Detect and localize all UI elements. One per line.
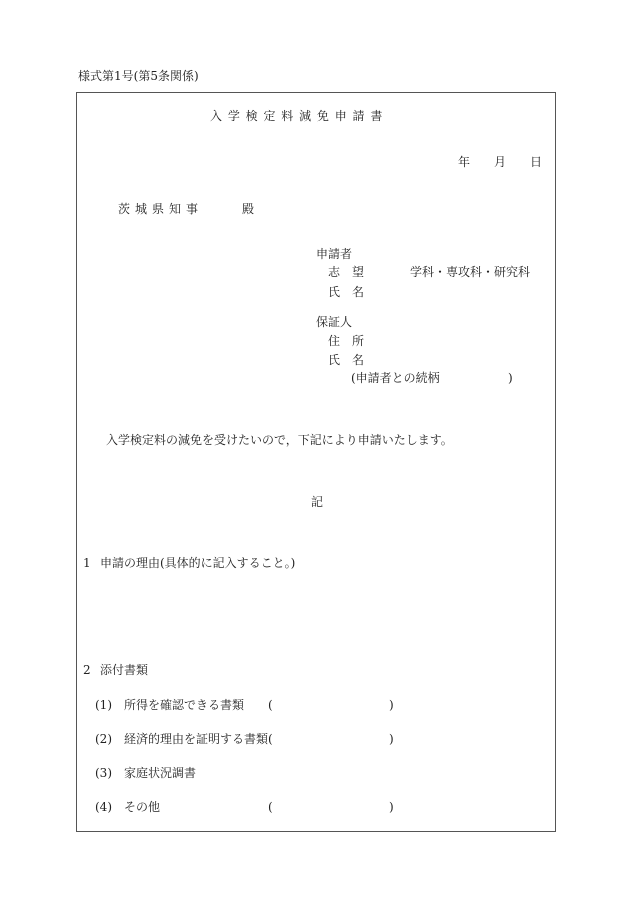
section1-heading: 申請の理由(具体的に記入すること。) xyxy=(100,556,296,570)
guarantor-address-label: 住 所 xyxy=(328,334,365,348)
applicant-heading: 申請者 xyxy=(316,247,353,261)
attachment-item-number: (3) xyxy=(95,766,112,780)
guarantor-heading: 保証人 xyxy=(316,315,353,329)
section1-number: 1 xyxy=(83,556,91,570)
attachment-item-label: 所得を確認できる書類 xyxy=(124,698,245,712)
attachment-item-number: (1) xyxy=(95,698,112,712)
attachment-item-paren-close: ) xyxy=(389,800,394,814)
relation-open: (申請者との続柄 xyxy=(351,371,440,385)
attachment-item-paren-close: ) xyxy=(389,732,394,746)
date-day-label: 日 xyxy=(530,155,543,169)
attachment-item-label: 家庭状況調書 xyxy=(124,766,197,780)
applicant-name-label: 氏 名 xyxy=(328,285,365,299)
addressee-name: 茨城県知事 xyxy=(118,202,204,216)
desired-label: 志 望 xyxy=(328,265,365,279)
document-title: 入 学 検 定 料 減 免 申 請 書 xyxy=(210,109,384,123)
section2-number: 2 xyxy=(83,663,91,677)
relation-close: ) xyxy=(508,371,513,385)
attachment-item-label: 経済的理由を証明する書類 xyxy=(124,732,269,746)
addressee-honorific: 殿 xyxy=(242,202,255,216)
attachment-item-label: その他 xyxy=(124,800,161,814)
attachment-item-paren-close: ) xyxy=(389,698,394,712)
attachment-item-paren-open: ( xyxy=(268,698,273,712)
attachment-item-number: (2) xyxy=(95,732,112,746)
attachment-item-paren-open: ( xyxy=(268,800,273,814)
guarantor-name-label: 氏 名 xyxy=(328,353,365,367)
ki-label: 記 xyxy=(311,495,324,509)
attachment-item-paren-open: ( xyxy=(268,732,273,746)
attachment-item-number: (4) xyxy=(95,800,112,814)
section2-heading: 添付書類 xyxy=(100,663,149,677)
desired-value: 学科・専攻科・研究科 xyxy=(410,265,531,279)
date-year-label: 年 xyxy=(458,155,471,169)
form-number: 様式第1号(第5条関係) xyxy=(78,69,199,83)
date-month-label: 月 xyxy=(494,155,507,169)
request-statement: 入学検定料の減免を受けたいので，下記により申請いたします。 xyxy=(106,433,453,447)
